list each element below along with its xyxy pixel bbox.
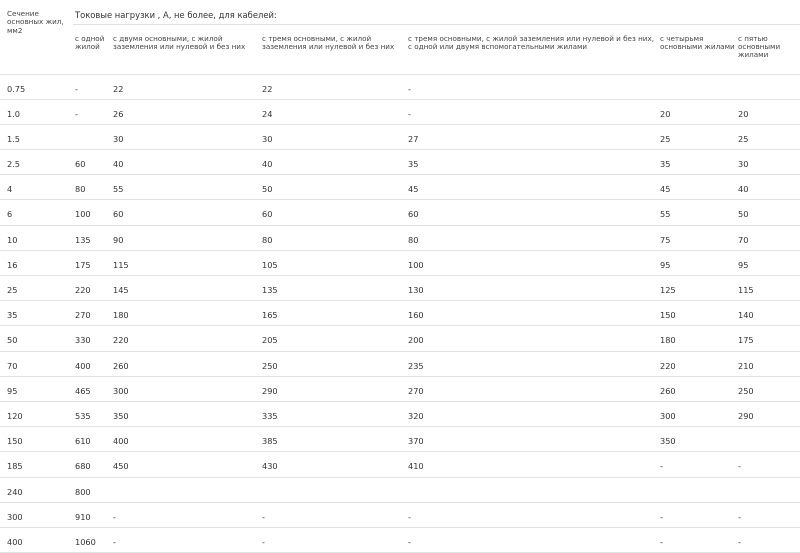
current-value-cell: 430	[262, 452, 408, 477]
current-value-cell: 320	[408, 401, 660, 426]
current-value-cell: 350	[660, 427, 738, 452]
current-value-cell: 610	[73, 427, 113, 452]
table-row	[0, 326, 800, 351]
current-value-cell: 80	[262, 225, 408, 250]
current-value-cell	[660, 74, 738, 99]
table-row	[0, 276, 800, 301]
current-value-cell: 400	[73, 351, 113, 376]
column-header-label: с пятью основными жилами	[738, 33, 781, 60]
current-value-cell: 40	[738, 175, 800, 200]
column-header-four-core	[660, 24, 738, 74]
cross-section-cell: 185	[0, 452, 73, 477]
current-value-cell: -	[73, 99, 113, 124]
current-value-cell: 40	[113, 150, 262, 175]
current-value-cell: 35	[660, 150, 738, 175]
current-value-cell: 270	[408, 376, 660, 401]
current-value-cell: 300	[660, 401, 738, 426]
cross-section-cell: 0.75	[0, 74, 73, 99]
table-row	[0, 225, 800, 250]
current-value-cell: 25	[660, 124, 738, 149]
table-row	[0, 301, 800, 326]
current-value-cell: -	[660, 527, 738, 552]
current-value-cell: 60	[73, 150, 113, 175]
current-value-cell: 25	[738, 124, 800, 149]
current-value-cell	[113, 477, 262, 502]
current-value-cell: 180	[113, 301, 262, 326]
current-value-cell: 270	[73, 301, 113, 326]
current-value-cell: 150	[660, 301, 738, 326]
cross-section-cell: 10	[0, 225, 73, 250]
cross-section-cell: 150	[0, 427, 73, 452]
current-value-cell: 55	[660, 200, 738, 225]
current-value-cell: -	[408, 74, 660, 99]
current-value-cell: 125	[660, 276, 738, 301]
current-value-cell: -	[408, 527, 660, 552]
table-row	[0, 477, 800, 502]
column-header-label: с двумя основными, с жилой заземления или нулевой и без них	[113, 33, 246, 51]
current-value-cell: 115	[738, 276, 800, 301]
cross-section-cell: 6	[0, 200, 73, 225]
current-value-cell: 45	[408, 175, 660, 200]
current-value-cell: 180	[660, 326, 738, 351]
cross-section-cell: 16	[0, 250, 73, 275]
table-row	[0, 376, 800, 401]
cross-section-cell: 1.5	[0, 124, 73, 149]
table-row	[0, 502, 800, 527]
current-value-cell: 90	[113, 225, 262, 250]
current-value-cell: 165	[262, 301, 408, 326]
current-value-cell: 35	[408, 150, 660, 175]
current-value-cell: -	[738, 527, 800, 552]
current-value-cell: 40	[262, 150, 408, 175]
current-value-cell: -	[113, 527, 262, 552]
section-header-cell	[0, 0, 73, 74]
current-value-cell: 260	[660, 376, 738, 401]
current-value-cell: -	[660, 502, 738, 527]
current-value-cell: 385	[262, 427, 408, 452]
current-value-cell: -	[738, 502, 800, 527]
cross-section-cell: 35	[0, 301, 73, 326]
section-header-label: Сечение основных жил, мм2	[7, 9, 64, 35]
current-value-cell: 175	[738, 326, 800, 351]
table-row	[0, 452, 800, 477]
current-value-cell: 80	[73, 175, 113, 200]
table-row	[0, 74, 800, 99]
current-value-cell	[262, 477, 408, 502]
current-value-cell	[738, 477, 800, 502]
current-value-cell: 450	[113, 452, 262, 477]
cross-section-cell: 300	[0, 502, 73, 527]
current-value-cell: 370	[408, 427, 660, 452]
current-value-cell: 130	[408, 276, 660, 301]
current-value-cell: 680	[73, 452, 113, 477]
current-value-cell: 140	[738, 301, 800, 326]
current-value-cell: 535	[73, 401, 113, 426]
current-value-cell: -	[660, 452, 738, 477]
current-value-cell: 335	[262, 401, 408, 426]
table-row	[0, 200, 800, 225]
current-value-cell: 910	[73, 502, 113, 527]
current-value-cell: 105	[262, 250, 408, 275]
current-value-cell: 465	[73, 376, 113, 401]
current-value-cell: 210	[738, 351, 800, 376]
current-value-cell: 290	[262, 376, 408, 401]
current-value-cell: 30	[113, 124, 262, 149]
current-value-cell: 220	[73, 276, 113, 301]
current-value-cell: 330	[73, 326, 113, 351]
current-value-cell: 75	[660, 225, 738, 250]
current-value-cell: 145	[113, 276, 262, 301]
current-value-cell: -	[262, 527, 408, 552]
current-value-cell	[73, 124, 113, 149]
cross-section-cell: 50	[0, 326, 73, 351]
current-value-cell: -	[113, 502, 262, 527]
column-header-one-core	[73, 24, 113, 74]
current-value-cell: 800	[73, 477, 113, 502]
current-value-cell: 175	[73, 250, 113, 275]
current-value-cell: 250	[738, 376, 800, 401]
cross-section-cell: 240	[0, 477, 73, 502]
current-value-cell: 22	[262, 74, 408, 99]
column-header-label: с одной жилой	[75, 33, 105, 51]
current-value-cell: 30	[262, 124, 408, 149]
current-value-cell: 260	[113, 351, 262, 376]
table-row	[0, 250, 800, 275]
current-value-cell: 220	[660, 351, 738, 376]
current-value-cell: 1060	[73, 527, 113, 552]
cross-section-cell: 95	[0, 376, 73, 401]
table-row	[0, 124, 800, 149]
current-value-cell: -	[73, 74, 113, 99]
current-value-cell: 80	[408, 225, 660, 250]
current-value-cell: 205	[262, 326, 408, 351]
current-value-cell	[738, 74, 800, 99]
current-value-cell: 60	[262, 200, 408, 225]
current-value-cell: 26	[113, 99, 262, 124]
current-value-cell: 135	[262, 276, 408, 301]
column-header-three-core-aux	[408, 24, 660, 74]
current-value-cell: -	[408, 502, 660, 527]
column-header-label: с тремя основными, с жилой заземления или нулевой и без них, с одной или двумя вспомогательными жилами	[408, 33, 654, 51]
table-row	[0, 150, 800, 175]
current-value-cell: 70	[738, 225, 800, 250]
current-value-cell: 95	[738, 250, 800, 275]
cross-section-cell: 400	[0, 527, 73, 552]
current-value-cell: 55	[113, 175, 262, 200]
current-value-cell: 160	[408, 301, 660, 326]
cross-section-cell: 1.0	[0, 99, 73, 124]
current-value-cell: 60	[408, 200, 660, 225]
current-value-cell: 45	[660, 175, 738, 200]
current-value-cell: -	[262, 502, 408, 527]
current-value-cell: 27	[408, 124, 660, 149]
group-title-cell	[73, 0, 800, 24]
current-value-cell: 50	[738, 200, 800, 225]
table-row	[0, 99, 800, 124]
current-value-cell: 135	[73, 225, 113, 250]
column-header-five-core	[738, 24, 800, 74]
column-header-three-core	[262, 24, 408, 74]
table-row	[0, 351, 800, 376]
current-value-cell: 100	[73, 200, 113, 225]
current-value-cell: -	[408, 99, 660, 124]
current-value-cell: 20	[738, 99, 800, 124]
table-row	[0, 527, 800, 552]
current-value-cell: -	[738, 452, 800, 477]
current-value-cell: 20	[660, 99, 738, 124]
current-value-cell: 410	[408, 452, 660, 477]
current-value-cell: 30	[738, 150, 800, 175]
cross-section-cell: 25	[0, 276, 73, 301]
current-value-cell: 115	[113, 250, 262, 275]
current-value-cell: 290	[738, 401, 800, 426]
current-value-cell: 60	[113, 200, 262, 225]
current-value-cell: 250	[262, 351, 408, 376]
table-row	[0, 175, 800, 200]
header-row-columns	[0, 24, 800, 74]
current-value-cell	[660, 477, 738, 502]
current-value-cell: 50	[262, 175, 408, 200]
current-value-cell: 235	[408, 351, 660, 376]
current-value-cell: 200	[408, 326, 660, 351]
current-value-cell: 95	[660, 250, 738, 275]
table-row	[0, 427, 800, 452]
current-value-cell: 400	[113, 427, 262, 452]
column-header-label: с четырьмя основными жилами	[660, 33, 735, 51]
group-title: Токовые нагрузки , А, не более, для кабелей:	[75, 10, 277, 20]
cross-section-cell: 120	[0, 401, 73, 426]
current-value-cell: 350	[113, 401, 262, 426]
cross-section-cell: 70	[0, 351, 73, 376]
header-row-group	[0, 0, 800, 24]
current-value-cell: 300	[113, 376, 262, 401]
current-value-cell: 22	[113, 74, 262, 99]
current-value-cell: 220	[113, 326, 262, 351]
table-row	[0, 401, 800, 426]
cross-section-cell: 2.5	[0, 150, 73, 175]
cross-section-cell: 4	[0, 175, 73, 200]
current-value-cell	[408, 477, 660, 502]
current-value-cell: 24	[262, 99, 408, 124]
column-header-label: с тремя основными, с жилой заземления или нулевой и без них	[262, 33, 395, 51]
current-value-cell	[738, 427, 800, 452]
column-header-two-core	[113, 24, 262, 74]
current-value-cell: 100	[408, 250, 660, 275]
